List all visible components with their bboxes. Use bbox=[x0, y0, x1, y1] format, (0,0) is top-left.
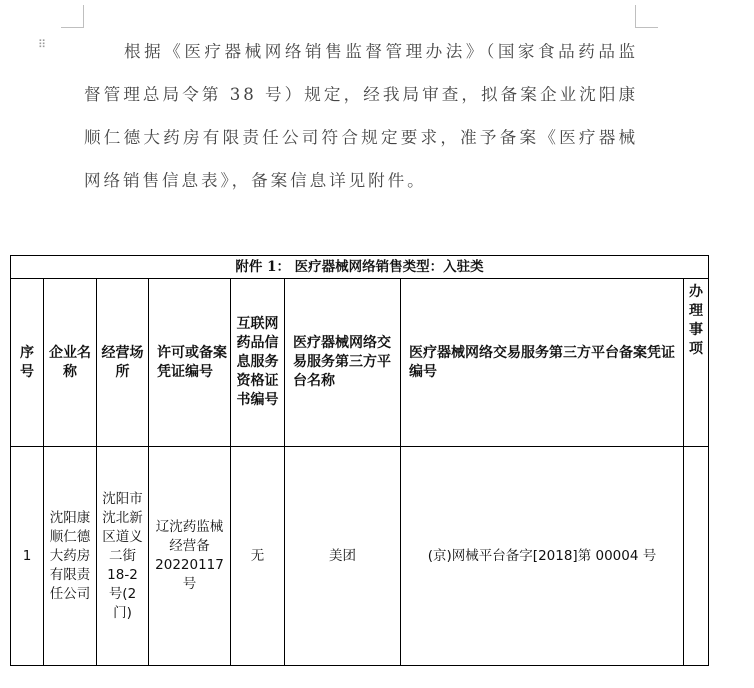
header-address: 经营场所 bbox=[97, 279, 149, 447]
header-matter: 办理事项 bbox=[684, 279, 709, 447]
header-platform-name: 医疗器械网络交易服务第三方平台名称 bbox=[285, 279, 401, 447]
header-row bbox=[11, 279, 709, 447]
table-row bbox=[11, 447, 709, 666]
drag-handle-icon[interactable]: ⠿ bbox=[38, 38, 48, 51]
attachment-table bbox=[10, 255, 709, 666]
cell-license: 辽沈药监械经营备 20220117 号 bbox=[149, 447, 231, 666]
crop-mark-left-vertical bbox=[83, 5, 84, 28]
table-caption: 附件 1： 医疗器械网络销售类型：入驻类 bbox=[11, 256, 709, 279]
cell-seq: 1 bbox=[11, 447, 44, 666]
cell-address: 沈阳市沈北新区道义二街 18-2 号(2 门) bbox=[97, 447, 149, 666]
filing-notice-paragraph: 根据《医疗器械网络销售监督管理办法》（国家食品药品监督管理总局令第 38 号）规定，经我局审查，拟备案企业沈阳康顺仁德大药房有限责任公司符合规定要求，准予备案《医疗器械网络销售信息表》，备案信息详见附件。 bbox=[84, 42, 638, 190]
header-company: 企业名称 bbox=[44, 279, 97, 447]
header-seq: 序号 bbox=[11, 279, 44, 447]
cell-platform-record: (京)网械平台备字[2018]第 00004 号 bbox=[401, 447, 684, 666]
cell-company: 沈阳康顺仁德大药房有限责任公司 bbox=[44, 447, 97, 666]
cell-icp: 无 bbox=[231, 447, 285, 666]
crop-mark-right-horizontal bbox=[635, 27, 658, 28]
caption-row bbox=[11, 256, 709, 279]
header-license: 许可或备案凭证编号 bbox=[149, 279, 231, 447]
header-platform-record: 医疗器械网络交易服务第三方平台备案凭证编号 bbox=[401, 279, 684, 447]
crop-mark-left-horizontal bbox=[61, 27, 84, 28]
crop-mark-right-vertical bbox=[635, 5, 636, 28]
cell-matter bbox=[684, 447, 709, 666]
header-icp: 互联网药品信息服务资格证书编号 bbox=[231, 279, 285, 447]
cell-platform-name: 美团 bbox=[285, 447, 401, 666]
